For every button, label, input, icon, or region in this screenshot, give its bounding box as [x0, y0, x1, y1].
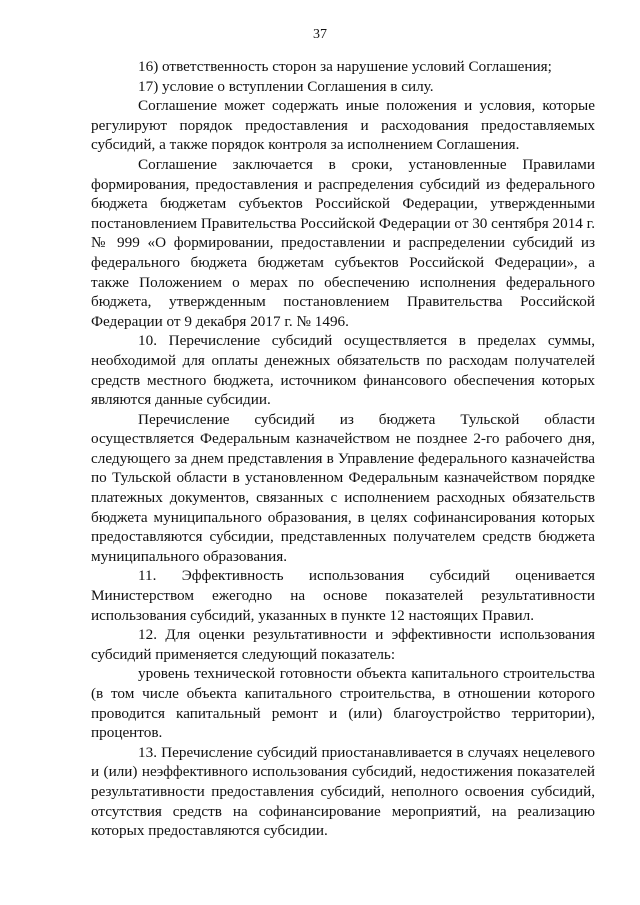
paragraph-indicator: уровень технической готовности объекта капитального строительства (в том числе объекта капитального строительства, в отношении которого проводится капитальный ремонт и (или) благоустройство территории), процентов.	[91, 665, 595, 742]
paragraph-transfer-procedure: Перечисление субсидий из бюджета Тульской области осуществляется Федеральным казначейством не позднее 2-го рабочего дня, следующего за днем представления в Управление федерального казначейства по Тульской области в установленном Федеральным казначейством порядке платежных документов, связанных с исполнением расходных обязательств бюджета муниципального образования, в целях софинансирования которых предоставляются субсидии, представленных получателем средств бюджета муниципального образования.	[91, 410, 595, 565]
paragraph-section-13: 13. Перечисление субсидий приостанавливается в случаях нецелевого и (или) неэффективного использования субсидий, недостижения показателей результативности предоставления субсидий, неполного освоения субсидий, отсутствия средств на софинансирование мероприятий, на реализацию которых предоставляются субсидии.	[91, 743, 595, 840]
paragraph-section-11: 11. Эффективность использования субсидий оценивается Министерством ежегодно на основе показателей результативности использования субсидий, указанных в пункте 12 настоящих Правил.	[91, 567, 595, 624]
paragraph-item-16: 16) ответственность сторон за нарушение условий Соглашения;	[138, 58, 552, 75]
document-body	[91, 57, 595, 841]
paragraph-agreement-terms: Соглашение может содержать иные положения и условия, которые регулируют порядок предоставления и расходования предоставляемых субсидий, а также порядок контроля за исполнением Соглашения.	[91, 97, 595, 154]
page-number: 37	[313, 27, 327, 42]
paragraph-agreement-conclusion: Соглашение заключается в сроки, установленные Правилами формирования, предоставления и распределения субсидий из федерального бюджета бюджетам субъектов Российской Федерации, утвержденными постановлением Правительства Российской Федерации от 30 сентября 2014 г. № 999 «О формировании, предоставлении и распределении субсидий из федерального бюджета бюджетам субъектов Российской Федерации», а также Положением о мерах по обеспечению исполнения федерального бюджета, утвержденным постановлением Правительства Российской Федерации от 9 декабря 2017 г. № 1496.	[91, 155, 595, 330]
paragraph-section-10: 10. Перечисление субсидий осуществляется в пределах суммы, необходимой для оплаты денежных обязательств по расходам получателей средств местного бюджета, источником финансового обеспечения которых являются данные субсидии.	[91, 332, 595, 409]
paragraph-item-17: 17) условие о вступлении Соглашения в силу.	[138, 77, 434, 95]
paragraph-section-12: 12. Для оценки результативности и эффективности использования субсидий применяется следующий показатель:	[91, 626, 595, 663]
